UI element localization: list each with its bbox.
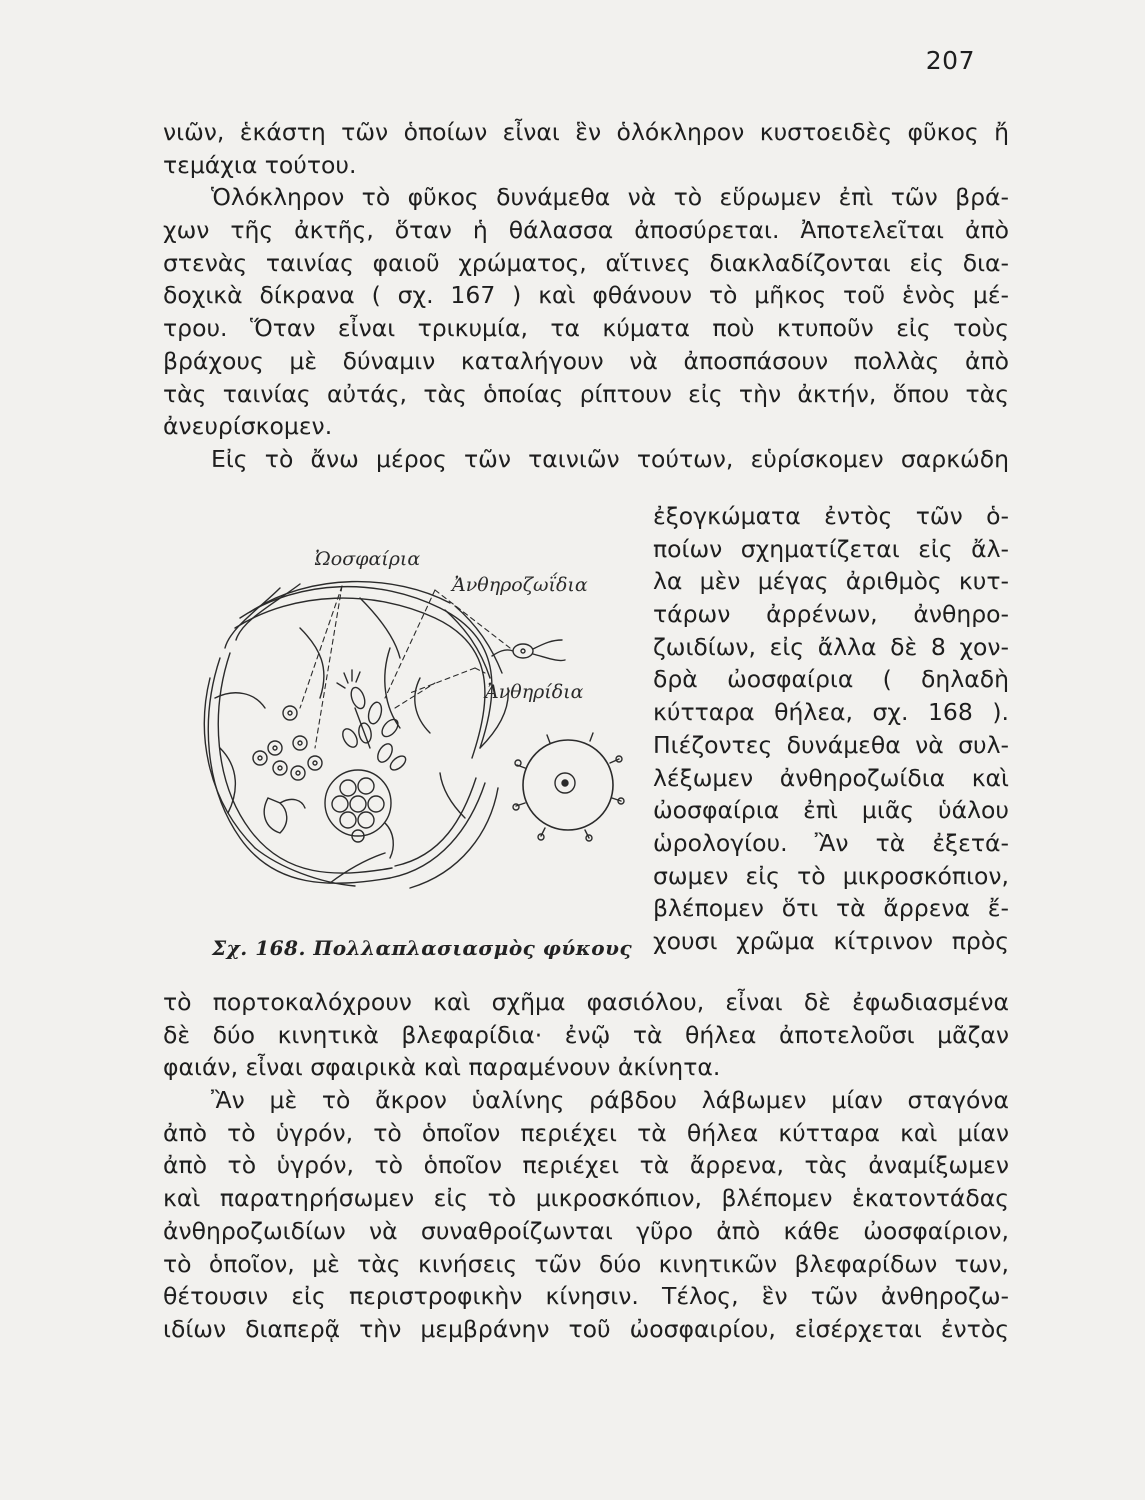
text-line: ἀπὸ τὸ ὑγρόν, τὸ ὁποῖον περιέχει τὰ θήλεα κύτταρα καὶ μίαν	[163, 1118, 1009, 1147]
text-line: ποίων σχηματίζεται εἰς ἄλ-	[653, 534, 1009, 563]
text-line: τὸ πορτοκαλόχρουν καὶ σχῆμα φασιόλου, εἶναι δὲ ἐφωδιασμένα	[163, 988, 1009, 1016]
text-line: νιῶν, ἑκάστη τῶν ὁποίων εἶναι ἓν ὁλόκληρον κυστοειδὲς φῦκος ἤ	[163, 118, 1009, 146]
text-line: βράχους μὲ δύναμιν καταλήγουν νὰ ἀποσπάσουν πολλὰς ἀπὸ	[163, 346, 1009, 375]
text-line: Πιέζοντες δυνάμεθα νὰ συλ-	[653, 730, 1009, 759]
oogonium	[325, 770, 393, 858]
text-line: δοχικὰ δίκρανα ( σχ. 167 ) καὶ φθάνουν τὸ μῆκος τοῦ ἑνὸς μέ-	[163, 281, 1009, 310]
text-line: χων τῆς ἀκτῆς, ὅταν ἡ θάλασσα ἀποσύρεται. Ἀποτελεῖται ἀπὸ	[163, 216, 1009, 245]
text-line: κύτταρα θήλεα, σχ. 168 ).	[653, 698, 1009, 727]
text-line: στενὰς ταινίας φαιοῦ χρώματος, αἵτινες διακλαδίζονται εἰς δια-	[163, 248, 1009, 277]
text-line: ζωιδίων, εἰς ἄλλα δὲ 8 χον-	[653, 632, 1009, 661]
seaweed-reproduction-figure	[180, 548, 630, 938]
side-column-text	[653, 500, 1009, 958]
page-number: 207	[925, 46, 975, 75]
text-line: Ὁλόκληρον τὸ φῦκος δυνάμεθα νὰ τὸ εὕρωμεν ἐπὶ τῶν βρά-	[211, 183, 1009, 212]
text-line: ὡρολογίου. Ἂν τὰ ἐξετά-	[653, 828, 1009, 857]
text-line: ἀπὸ τὸ ὑγρόν, τὸ ὁποῖον περιέχει τὰ ἄρρενα, τὰς ἀναμίξωμεν	[163, 1151, 1009, 1180]
text-line: δὲ δύο κινητικὰ βλεφαρίδια· ἐνῷ τὰ θήλεα ἀποτελοῦσι μᾶζαν	[163, 1020, 1009, 1049]
figure-drawing	[180, 548, 630, 938]
text-line: Ἂν μὲ τὸ ἄκρον ὑαλίνης ράβδου λάβωμεν μίαν σταγόνα	[211, 1086, 1009, 1115]
text-line: ὠοσφαίρια ἐπὶ μιᾶς ὑάλου	[653, 796, 1009, 825]
figure-caption: Σχ. 168. Πολλαπλασιασμὸς φύκους	[212, 936, 633, 960]
large-oosphere	[513, 733, 624, 841]
bottom-paragraphs	[163, 986, 1009, 1346]
label-oospheres: Ὠοσφαίρια	[315, 548, 421, 570]
text-line: βλέπομεν ὅτι τὰ ἄρρενα ἔ-	[653, 894, 1009, 923]
text-line: ἀνευρίσκομεν.	[163, 412, 333, 441]
label-antheridia: Ἀνθηρίδια	[485, 681, 584, 703]
text-line: θέτουσιν εἰς περιστροφικὴν κίνησιν. Τέλος, ἓν τῶν ἀνθηροζω-	[163, 1282, 1009, 1311]
text-line: λέξωμεν ἀνθηροζωίδια καὶ	[653, 763, 1009, 792]
text-line: τάρων ἀρρένων, ἀνθηρο-	[653, 600, 1009, 629]
top-paragraphs	[163, 116, 1009, 476]
text-line: καὶ παρατηρήσωμεν εἰς τὸ μικροσκόπιον, βλέπομεν ἑκατοντάδας	[163, 1184, 1009, 1213]
text-line: χουσι χρῶμα κίτρινον πρὸς	[653, 926, 1009, 955]
text-line: ἐξογκώματα ἐντὸς τῶν ὁ-	[653, 502, 1009, 530]
text-line: τεμάχια τούτου.	[163, 150, 357, 179]
leader-lines	[300, 586, 510, 748]
text-line: φαιάν, εἶναι σφαιρικὰ καὶ παραμένουν ἀκίνητα.	[163, 1053, 721, 1082]
small-oospheres	[253, 706, 322, 780]
text-line: δρὰ ὠοσφαίρια ( δηλαδὴ	[653, 665, 1009, 694]
text-line: σωμεν εἰς τὸ μικροσκόπιον,	[653, 861, 1009, 890]
text-line: λα μὲν μέγας ἀριθμὸς κυτ-	[653, 567, 1009, 596]
text-line: ἀνθηροζωιδίων νὰ συναθροίζωνται γῦρο ἀπὸ κάθε ὠοσφαίριον,	[163, 1216, 1009, 1245]
text-line: τὸ ὁποῖον, μὲ τὰς κινήσεις τῶν δύο κινητικῶν βλεφαρίδων των,	[163, 1249, 1009, 1278]
text-line: ιδίων διαπερᾷ τὴν μεμβράνην τοῦ ὠοσφαιρίου, εἰσέρχεται ἐντὸς	[163, 1314, 1009, 1343]
antheridia-cluster	[337, 670, 408, 773]
text-line: τὰς ταινίας αὐτάς, τὰς ὁποίας ρίπτουν εἰς τὴν ἀκτήν, ὅπου τὰς	[163, 379, 1009, 408]
label-antherozoids: Ἀνθηροζωΐδια	[452, 574, 588, 596]
text-line: Εἰς τὸ ἄνω μέρος τῶν ταινιῶν τούτων, εὑρίσκομεν σαρκώδη	[211, 444, 1009, 473]
text-line: τρου. Ὅταν εἶναι τρικυμία, τα κύματα ποὺ κτυποῦν εἰς τοὺς	[163, 314, 1009, 343]
